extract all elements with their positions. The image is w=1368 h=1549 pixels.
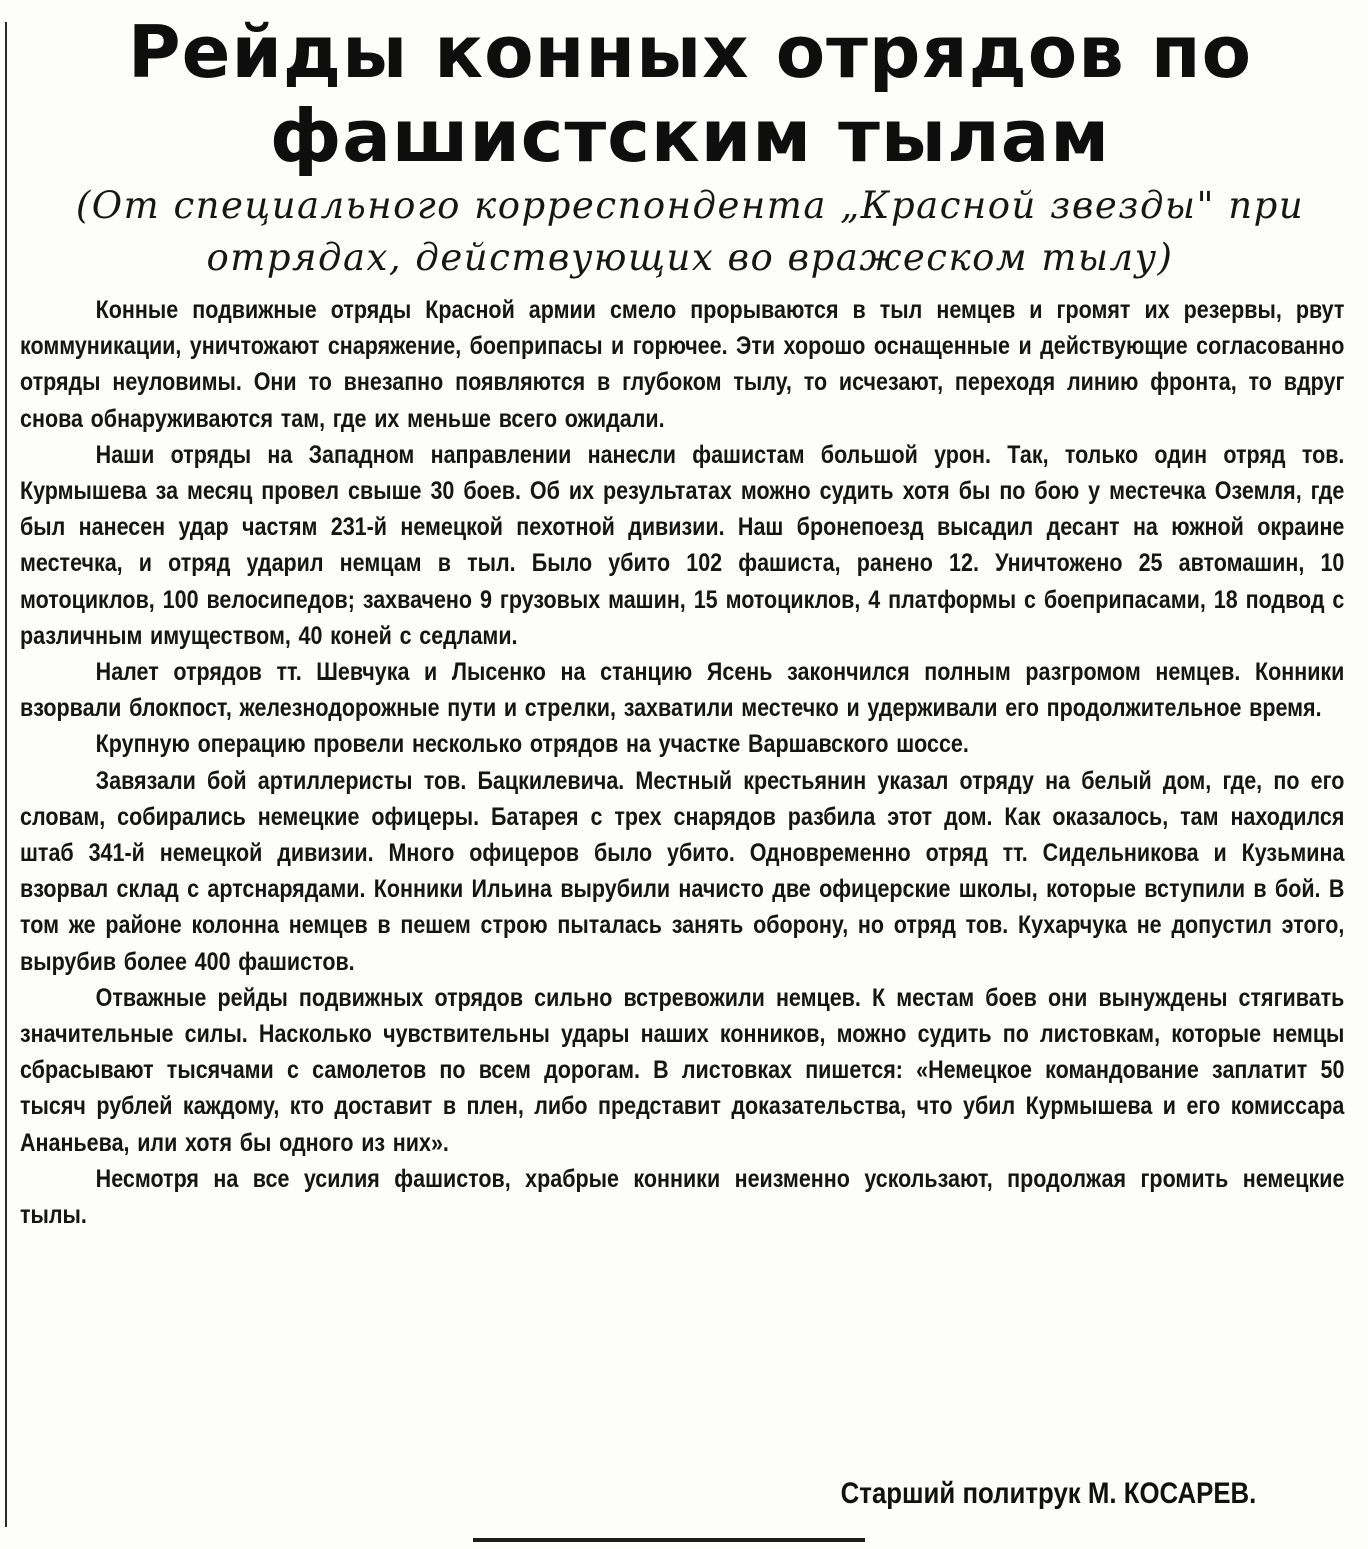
article-headline: Рейды конных отрядов по фашистским тылам (127, 10, 1253, 178)
article-byline: (От специального корреспондента „Красной звезды" при отрядах, действующих во вражеском тылу) (75, 184, 1305, 279)
article-paragraph-4: Крупную операцию провели несколько отрядов на участке Варшавского шоссе. (95, 730, 969, 759)
author-signature: Старший политрук М. КОСАРЕВ. (840, 1477, 1256, 1510)
end-rule (473, 1538, 865, 1542)
article-paragraph-2: Наши отряды на Западном направлении нанесли фашистам большой урон. Так, только один отряд тов. Курмышева за месяц провел свыше 30 боев. Об их результатах можно судить хотя бы по бою у местечка Оземля, где был нанесен удар частям 231-й немецкой пехотной дивизии. Наш бронепоезд высадил десант на южной окраине местечка, и отряд ударил немцам в тыл. Было убито 102 фашиста, ранено 12. Уничтожено 25 автомашин, 10 мотоциклов, 100 велосипедов; захвачено 9 грузовых машин, 15 мотоциклов, 4 платформы с боеприпасами, 18 подвод с различным имуществом, 40 коней с седлами. (20, 440, 1345, 650)
column-rule (5, 22, 7, 1527)
article-paragraph-5: Завязали бой артиллеристы тов. Бацкилевича. Местный крестьянин указал отряду на белый дом, где, по его словам, собирались немецкие офицеры. Батарея с трех снарядов разбила этот дом. Как оказалось, там находился штаб 341-й немецкой дивизии. Много офицеров было убито. Одновременно отряд тт. Сидельникова и Кузьмина взорвал склад с артснарядами. Конники Ильина вырубили начисто две офицерские школы, которые вступили в бой. В том же районе колонна немцев в пешем строю пыталась занять оборону, но отряд тов. Кухарчука не допустил этого, вырубив более 400 фашистов. (20, 766, 1345, 976)
article-paragraph-1: Конные подвижные отряды Красной армии смело прорываются в тыл немцев и громят их резервы, рвут коммуникации, уничтожают снаряжение, боеприпасы и горючее. Эти хорошо оснащенные и действующие согласованно отряды неуловимы. Они то внезапно появляются в глубоком тылу, то исчезают, переходя линию фронта, то вдруг снова обнаруживаются там, где их меньше всего ожидали. (20, 296, 1345, 433)
article-body (20, 292, 1345, 1233)
article-paragraph-3: Налет отрядов тт. Шевчука и Лысенко на станцию Ясень закончился полным разгромом немцев. Конники взорвали блокпост, железнодорожные пути и стрелки, захватили местечко и удерживали его продолжительное время. (20, 658, 1345, 723)
article-paragraph-6: Отважные рейды подвижных отрядов сильно встревожили немцев. К местам боев они вынуждены стягивать значительные силы. Насколько чувствительны удары наших конников, можно судить по листовкам, которые немцы сбрасывают тысячами с самолетов по всем дорогам. В листовках пишется: «Немецкое командование заплатит 50 тысяч рублей каждому, кто доставит в плен, либо представит доказательства, что убил Курмышева и его комиссара Ананьева, или хотя бы одного из них». (20, 983, 1345, 1157)
article-paragraph-7: Несмотря на все усилия фашистов, храбрые конники неизменно ускользают, продолжая громить немецкие тылы. (20, 1164, 1345, 1230)
